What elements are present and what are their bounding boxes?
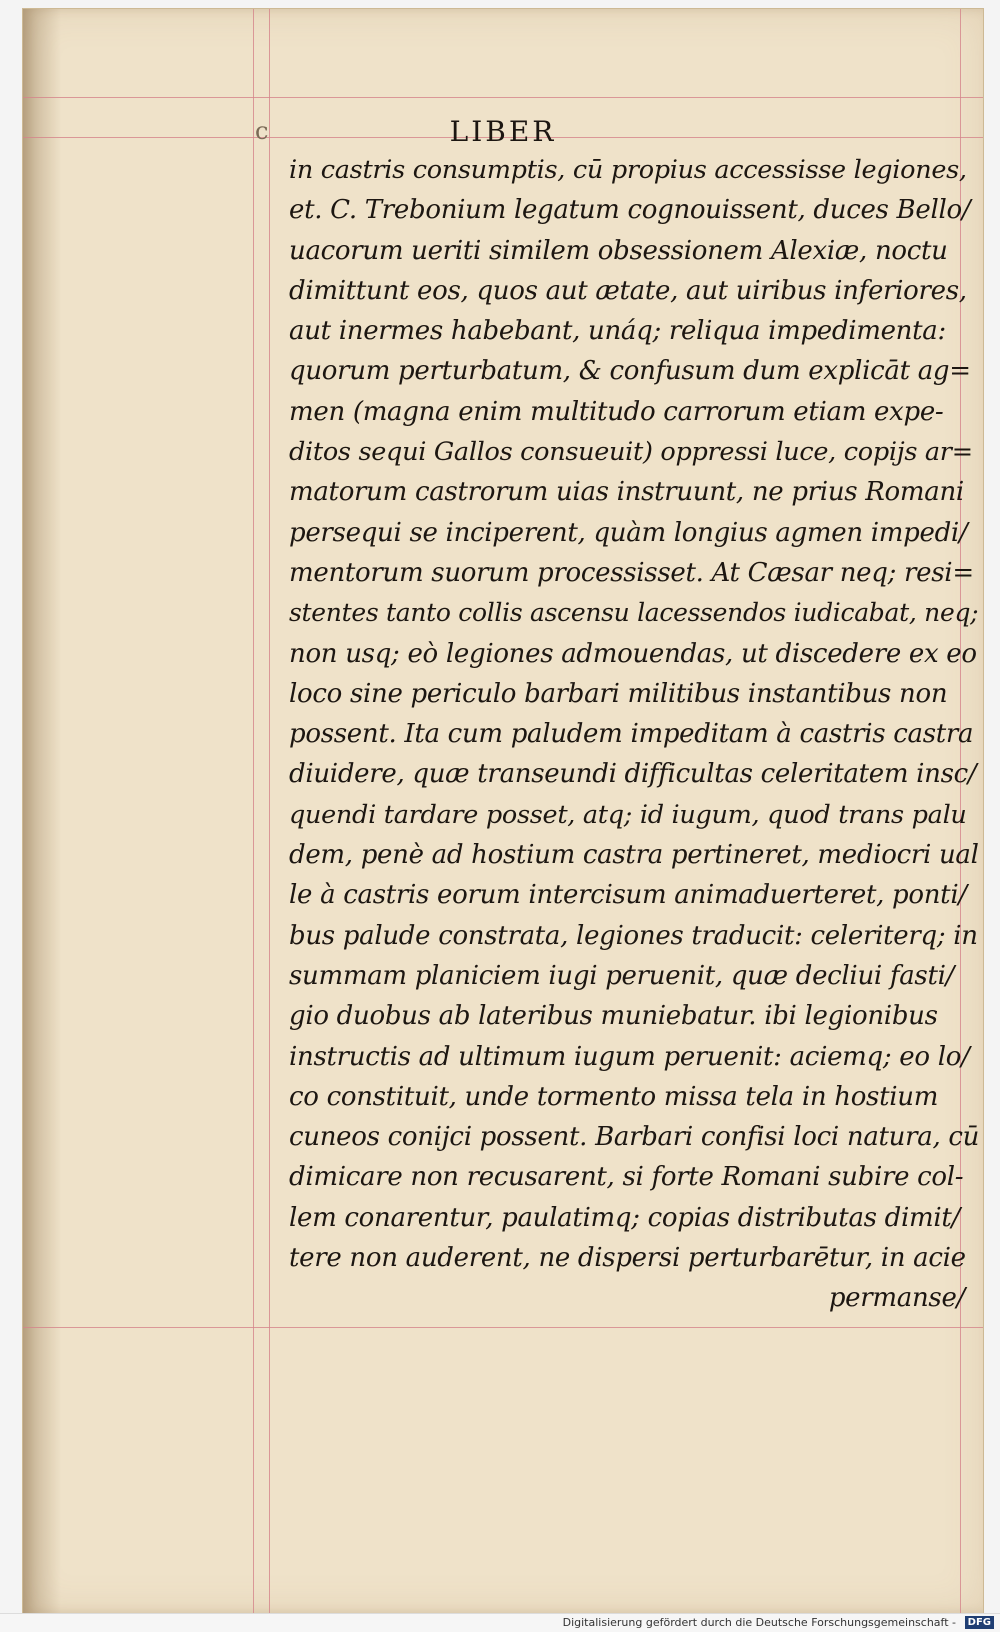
rule-line-left-inner <box>269 9 270 1613</box>
catchword: permanse/ <box>828 1283 965 1314</box>
text-line: diuidere, quæ transeundi difficultas celeritatem insc/ <box>289 759 977 790</box>
text-line: quorum perturbatum, & confusum dum explicāt ag= <box>289 356 971 387</box>
rule-line-top <box>23 97 983 98</box>
text-line: instructis ad ultimum iugum peruenit: aciemq; eo lo/ <box>289 1041 970 1072</box>
text-line: tere non auderent, ne dispersi perturbarētur, in acie <box>289 1243 966 1274</box>
text-line: stentes tanto collis ascensu lacessendos iudicabat, neq; <box>289 598 979 628</box>
rule-line-left <box>253 9 254 1613</box>
text-line: gio duobus ab lateribus muniebatur. ibi legionibus <box>289 1001 938 1032</box>
text-line: cuneos conijci possent. Barbari confisi loci natura, cū <box>289 1122 980 1153</box>
text-line: non usq; eò legiones admouendas, ut discedere ex eo <box>289 638 977 669</box>
text-line: aut inermes habebant, unáq; reliqua impedimenta: <box>289 316 946 347</box>
text-line: matorum castrorum uias instruunt, ne prius Romani <box>289 477 964 508</box>
text-line: uacorum ueriti similem obsessionem Alexiæ, noctu <box>289 235 948 266</box>
text-line: ditos sequi Gallos consueuit) oppressi luce, copijs ar= <box>289 437 973 468</box>
dfg-logo[interactable]: DFG <box>965 1616 994 1629</box>
text-line: dimicare non recusarent, si forte Romani subire col- <box>289 1162 964 1193</box>
text-line: dem, penè ad hostium castra pertineret, mediocri ual <box>289 840 979 871</box>
funding-notice: Digitalisierung gefördert durch die Deutsche Forschungsgemeinschaft - <box>562 1616 956 1629</box>
text-line: summam planiciem iugi peruenit, quæ decliui fasti/ <box>289 960 955 991</box>
text-line: co constituit, unde tormento missa tela in hostium <box>289 1081 939 1112</box>
text-line: quendi tardare posset, atq; id iugum, quod trans palu <box>289 799 967 830</box>
text-line: in castris consumptis, cū propius accessisse legiones, <box>289 155 967 185</box>
text-line: mentorum suorum processisset. At Cæsar neq; resi= <box>289 557 974 588</box>
text-line: bus palude constrata, legiones traducit: celeriterq; in <box>289 920 978 951</box>
rule-line-bottom <box>23 1327 983 1328</box>
running-head: LIBER <box>449 115 557 148</box>
book-page <box>22 8 984 1614</box>
footer-bar <box>0 1613 1000 1632</box>
margin-mark: c <box>255 117 269 145</box>
gutter-shadow <box>23 9 61 1613</box>
text-line: le à castris eorum intercisum animaduerteret, ponti/ <box>289 880 967 911</box>
text-line: persequi se inciperent, quàm longius agmen impedi/ <box>289 517 968 548</box>
text-block <box>289 150 979 1319</box>
text-line: men (magna enim multitudo carrorum etiam expe- <box>289 396 944 427</box>
text-line: et. C. Trebonium legatum cognouissent, duces Bello/ <box>289 195 971 226</box>
text-line: dimittunt eos, quos aut ætate, aut uiribus inferiores, <box>289 275 967 306</box>
text-line: loco sine periculo barbari militibus instantibus non <box>289 678 948 709</box>
text-line: possent. Ita cum paludem impeditam à castris castra <box>289 719 974 750</box>
text-line: lem conarentur, paulatimq; copias distributas dimit/ <box>289 1202 960 1233</box>
